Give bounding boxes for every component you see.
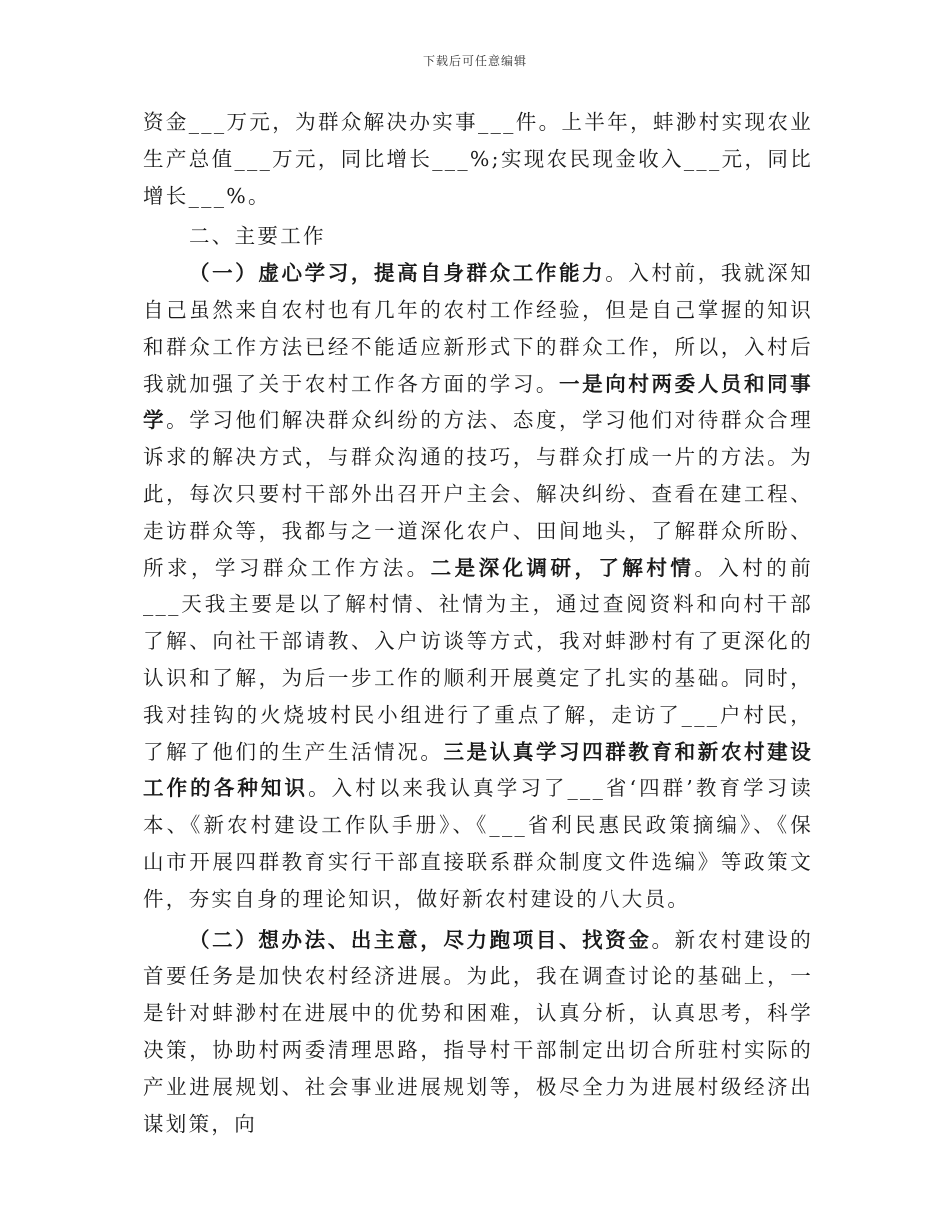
paragraph-intro: 资金___万元，为群众解决办实事___件。上半年，蚌渺村实现农业生产总值___万元，同比增长___%;实现农民现金收入___元，同比增长___%。	[143, 110, 813, 208]
paragraph-text: 。入村的前___天我主要是以了解村情、社情为主，通过查阅资料和向村干部了解、向社干部请教、入户访谈等方式，我对蚌渺村有了更深化的认识和了解，为后一步工作的顺利开展奠定了扎实的基础。同时，我对挂钩的火烧坡村民小组进行了重点了解，走访了___户村民，了解了他们的生产生活情况。	[143, 555, 813, 764]
paragraph-text: 。学习他们解决群众纠纷的方法、态度，学习他们对待群众合理诉求的解决方式，与群众沟通的技巧，与群众打成一片的方法。为此，每次只要村干部外出召开户主会、解决纠纷、查看在建工程、走访群众等，我都与之一道深化农户、田间地头，了解群众所盼、所求，学习群众工作方法。	[143, 408, 813, 580]
subsection-title-2: （二）想办法、出主意，尽力跑项目、找资金	[189, 927, 652, 952]
paragraph-text: 。入村前，我就深知自己虽然来自农村也有几年的农村工作经验，但是自己掌握的知识和群众工作方法已经不能适应新形式下的群众工作，所以，入村后我就加强了关于农村工作各方面的学习。	[143, 261, 813, 396]
paragraph-text: 。新农村建设的首要任务是加快农村经济进展。为此，我在调查讨论的基础上，一是针对蚌渺村在进展中的优势和困难，认真分析，认真思考，科学决策，协助村两委清理思路，指导村干部制定出切合所驻村实际的产业进展规划、社会事业进展规划等，极尽全力为进展村级经济出谋划策，向	[143, 927, 813, 1136]
paragraph-learning	[143, 255, 813, 917]
page-header: 下载后可任意编辑	[422, 54, 527, 68]
bold-point-2: 二是深化调研，了解村情	[430, 555, 695, 580]
paragraph-text: 。入村以来我认真学习了___省‘四群’教育学习读本、《新农村建设工作队手册》、《___省利民惠民政策摘编》、《保山市开展四群教育实行干部直接联系群众制度文件选编》等政策文件，夯实自身的理论知识，做好新农村建设的八大员。	[143, 776, 813, 911]
bold-point-1: 一是向村两委人员和同事学	[143, 371, 813, 433]
subsection-title-1: （一）虚心学习，提高自身群众工作能力	[189, 261, 606, 286]
section-heading-main-work: 二、主要工作	[189, 224, 326, 249]
document-body	[143, 104, 813, 1142]
paragraph-projects	[143, 922, 813, 1143]
bold-point-3: 三是认真学习四群教育和新农村建设工作的各种知识	[143, 739, 813, 801]
